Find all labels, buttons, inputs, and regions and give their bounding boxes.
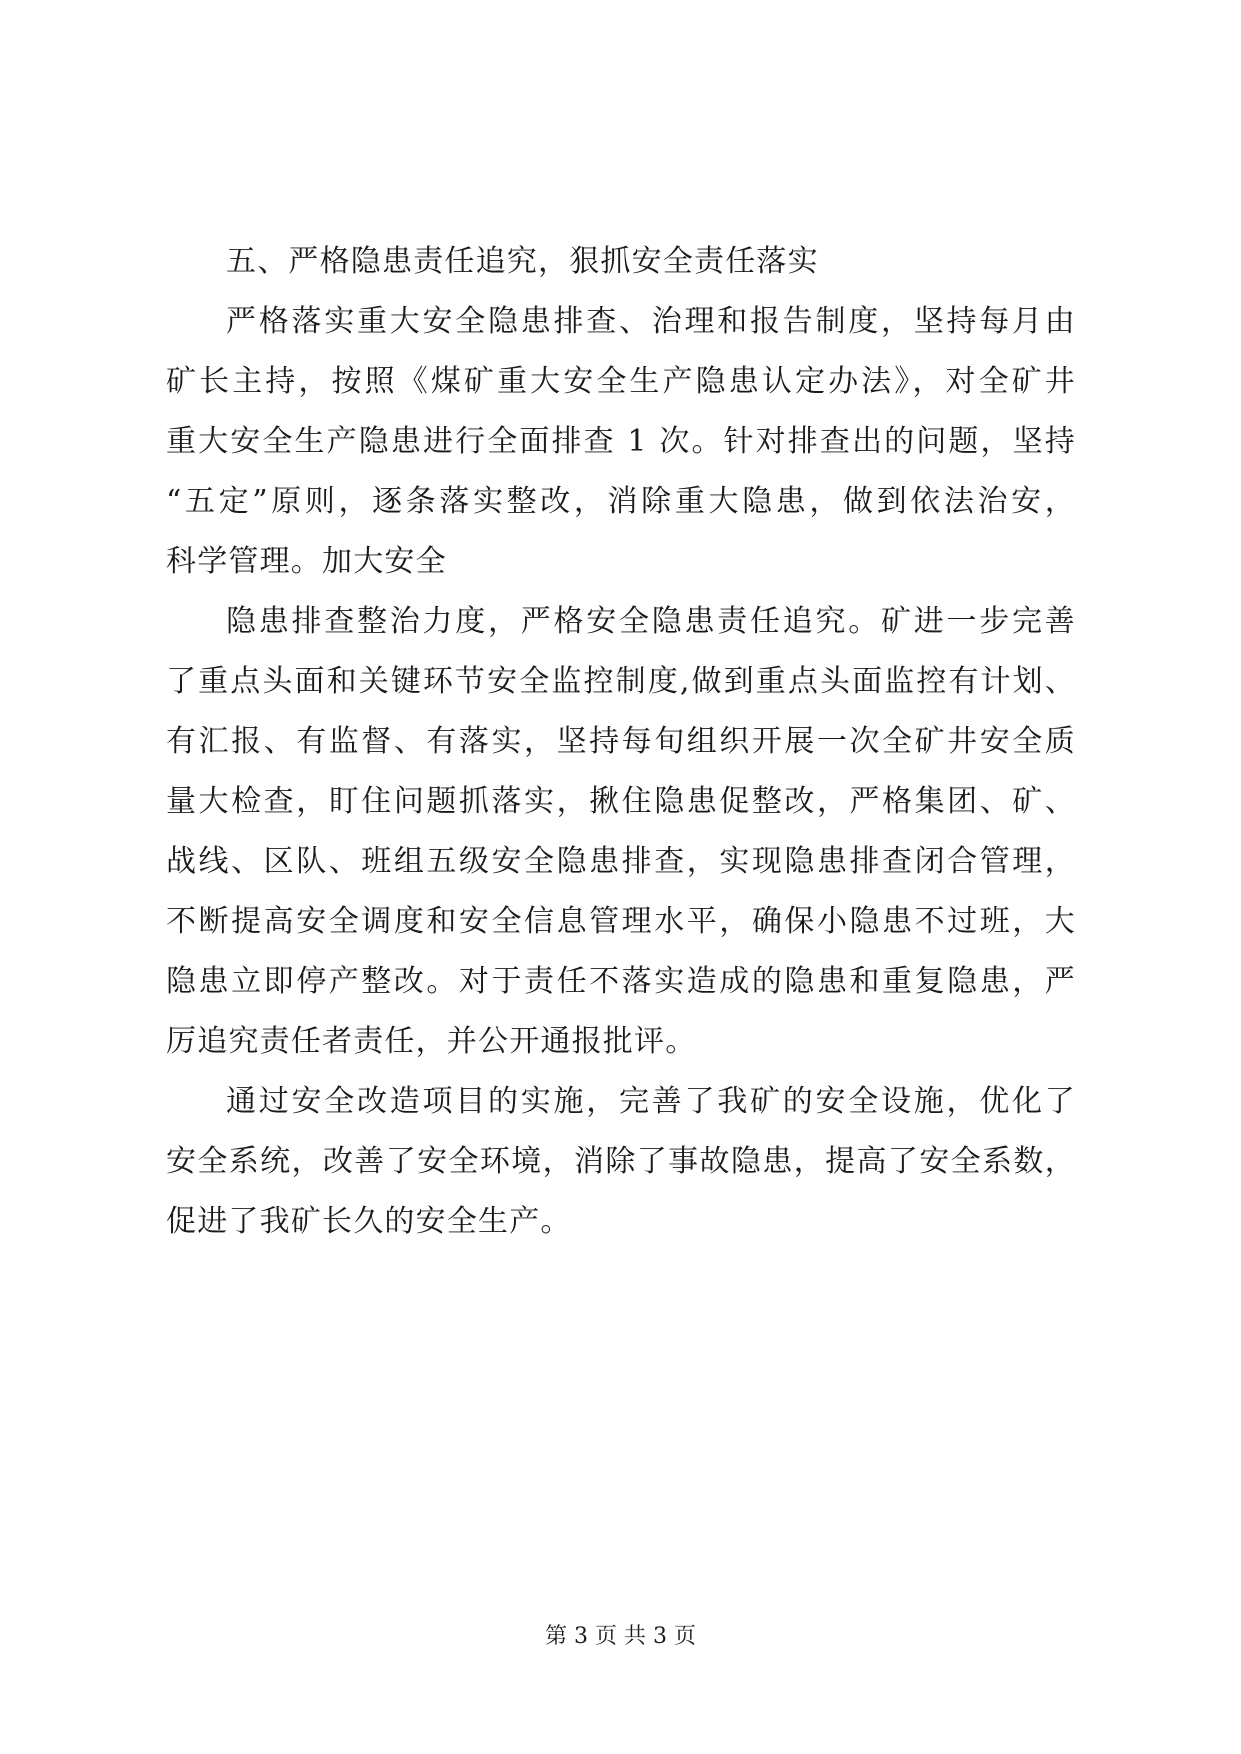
paragraph-line: 隐患排查整治力度，严格安全隐患责任追究。矿进一步完善 [226, 604, 1076, 639]
paragraph-2 [166, 592, 1076, 1072]
paragraph-3 [166, 1072, 1076, 1252]
paragraph-line: 了重点头面和关键环节安全监控制度,做到重点头面监控有计划、 [166, 664, 1076, 699]
page-number-footer: 第 3 页 共 3 页 [545, 1624, 696, 1649]
paragraph-line: 隐患立即停产整改。对于责任不落实造成的隐患和重复隐患，严 [166, 964, 1076, 999]
paragraph-line: 矿长主持，按照《煤矿重大安全生产隐患认定办法》，对全矿井 [166, 364, 1076, 399]
paragraph-line: 量大检查，盯住问题抓落实，揪住隐患促整改，严格集团、矿、 [166, 784, 1076, 819]
document-body [166, 232, 1076, 1252]
paragraph-line: 战线、区队、班组五级安全隐患排查，实现隐患排查闭合管理， [166, 844, 1076, 879]
paragraph-line: 厉追究责任者责任，并公开通报批评。 [166, 1024, 697, 1059]
paragraph-line: “五定”原则，逐条落实整改，消除重大隐患，做到依法治安， [166, 484, 1076, 519]
paragraph-line: 严格落实重大安全隐患排查、治理和报告制度，坚持每月由 [226, 304, 1076, 339]
paragraph-1 [166, 292, 1076, 592]
paragraph-line: 科学管理。加大安全 [166, 544, 447, 579]
paragraph-line: 不断提高安全调度和安全信息管理水平，确保小隐患不过班，大 [166, 904, 1076, 939]
paragraph-line: 安全系统，改善了安全环境，消除了事故隐患，提高了安全系数， [166, 1144, 1076, 1179]
section-heading: 五、严格隐患责任追究，狠抓安全责任落实 [226, 244, 819, 279]
paragraph-line: 重大安全生产隐患进行全面排查 1 次。针对排查出的问题，坚持 [166, 424, 1076, 459]
paragraph-line: 促进了我矿长久的安全生产。 [166, 1204, 572, 1239]
paragraph-line: 有汇报、有监督、有落实，坚持每旬组织开展一次全矿井安全质 [166, 724, 1076, 759]
paragraph-line: 通过安全改造项目的实施，完善了我矿的安全设施，优化了 [226, 1084, 1076, 1119]
